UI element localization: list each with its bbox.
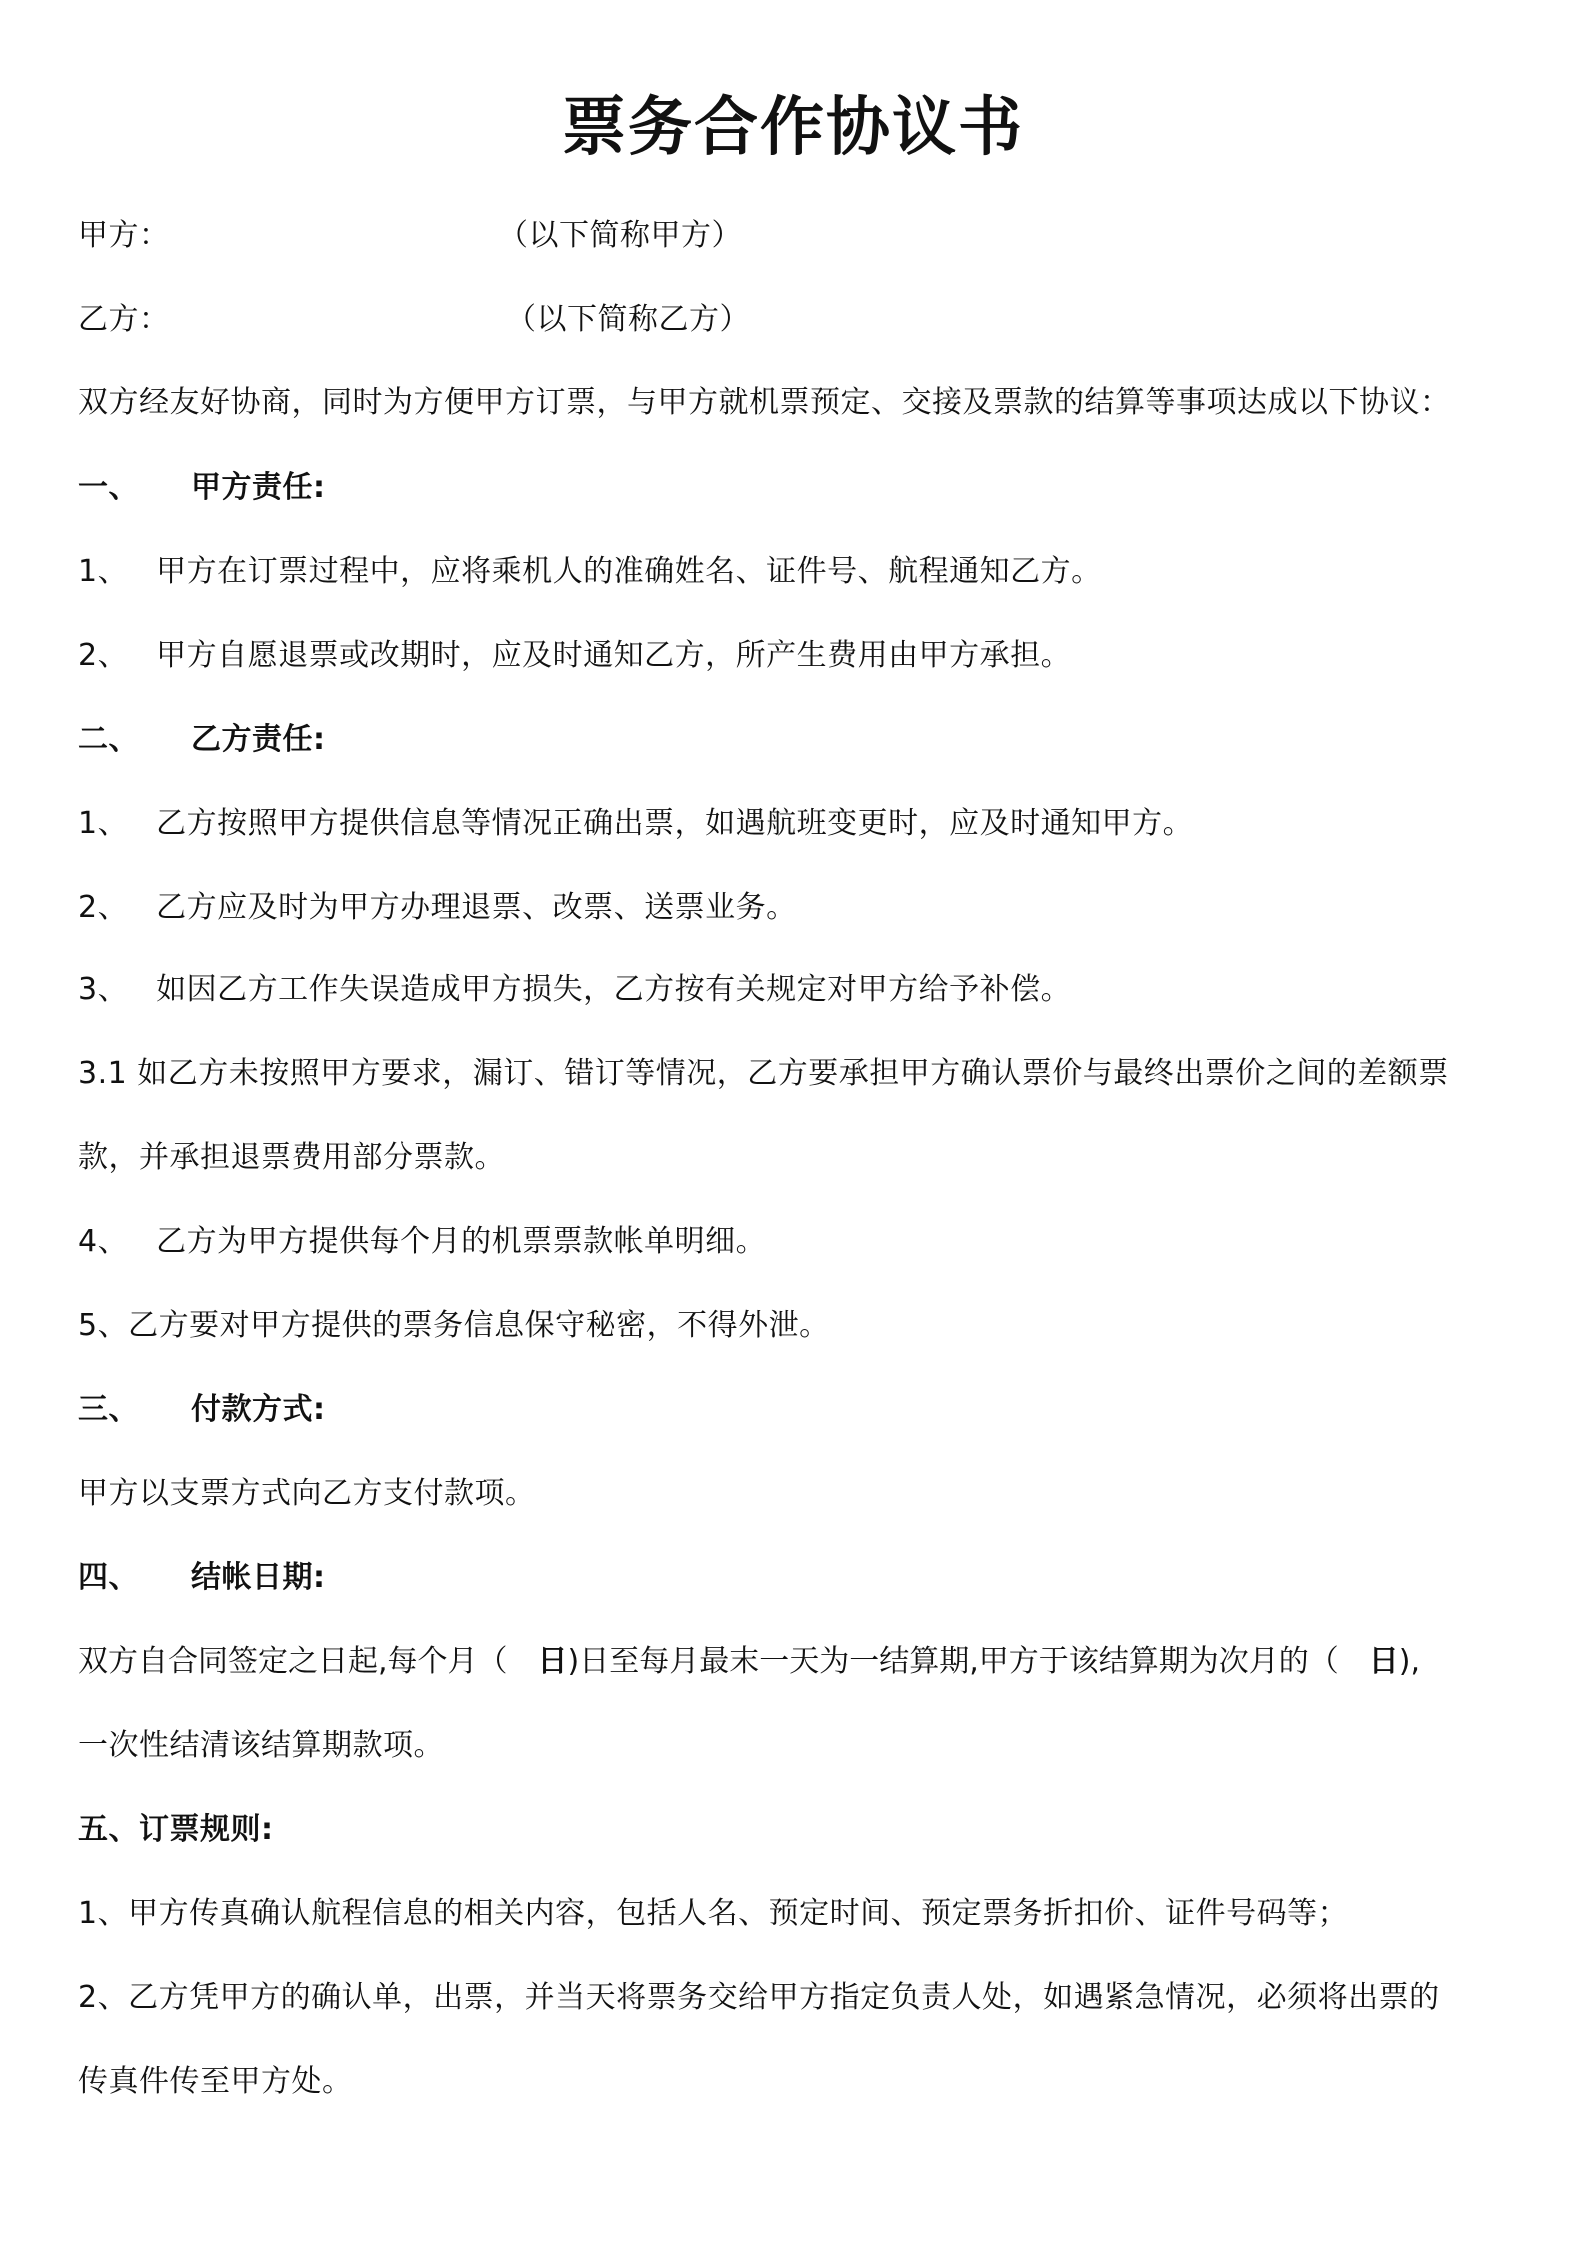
document-title: 票务合作协议书 [562,91,1024,165]
section-1-title: 甲方责任: [191,470,326,505]
item-number: 4、 [78,1224,129,1259]
item-number: 3、 [78,972,129,1007]
item-text: 甲方自愿退票或改期时，应及时通知乙方，所产生费用由甲方承担。 [156,638,1072,673]
section-2-title: 乙方责任: [191,722,326,757]
intro-paragraph: 双方经友好协商，同时为方便甲方订票，与甲方就机票预定、交接及票款的结算等事项达成以下协议： [78,385,1451,420]
party-b-note: （以下简称乙方） [506,302,750,337]
party-a-note: （以下简称甲方） [498,218,742,253]
section-4-line-2: 一次性结清该结算期款项。 [78,1728,444,1763]
section-1-heading [78,468,326,508]
section-2-heading [78,720,326,760]
section-4-number: 四、 [78,1560,139,1595]
section-3-body: 甲方以支票方式向乙方支付款项。 [78,1476,536,1511]
settlement-text-b: )日至每月最末一天为一结算期,甲方于该结算期为次月的（ [567,1644,1339,1679]
item-text: 乙方为甲方提供每个月的机票票款帐单明细。 [156,1224,767,1259]
item-text: 如因乙方工作失误造成甲方损失，乙方按有关规定对甲方给予补偿。 [156,972,1072,1007]
item-number: 2、 [78,638,129,673]
section-4-title: 结帐日期: [191,1560,326,1595]
section-4-line-1 [78,1642,1420,1682]
section-5-item-2-line-2: 传真件传至甲方处。 [78,2064,353,2099]
section-2-item-4 [78,1222,766,1262]
item-text: 乙方按照甲方提供信息等情况正确出票，如遇航班变更时，应及时通知甲方。 [156,806,1194,841]
section-1-item-1 [78,552,1102,592]
section-3-title: 付款方式: [191,1392,326,1427]
section-2-item-1 [78,804,1193,844]
section-2-item-2 [78,888,797,928]
section-5-item-1: 1、甲方传真确认航程信息的相关内容，包括人名、预定时间、预定票务折扣价、证件号码等； [78,1896,1349,1931]
section-2-item-3-1-line-1: 3.1 如乙方未按照甲方要求，漏订、错订等情况，乙方要承担甲方确认票价与最终出票价之间的差额票 [78,1056,1449,1091]
settlement-text-c: ), [1398,1644,1421,1679]
section-4-heading [78,1558,326,1598]
section-5-item-2-line-1: 2、乙方凭甲方的确认单，出票，并当天将票务交给甲方指定负责人处，如遇紧急情况，必须将出票的 [78,1980,1440,2015]
section-2-item-3-1-line-2: 款，并承担退票费用部分票款。 [78,1140,505,1175]
settlement-text-a: 双方自合同签定之日起,每个月（ [78,1644,508,1679]
item-text: 乙方应及时为甲方办理退票、改票、送票业务。 [156,890,797,925]
section-2-number: 二、 [78,722,139,757]
item-number: 2、 [78,890,129,925]
settlement-day-2: 日 [1368,1644,1399,1679]
section-2-item-3 [78,970,1071,1010]
section-1-item-2 [78,636,1071,676]
section-3-heading [78,1390,326,1430]
section-2-item-5: 5、乙方要对甲方提供的票务信息保守秘密，不得外泄。 [78,1308,830,1343]
section-3-number: 三、 [78,1392,139,1427]
party-b-line [78,300,750,340]
section-1-number: 一、 [78,470,139,505]
party-a-label: 甲方： [78,218,170,253]
item-text: 甲方在订票过程中，应将乘机人的准确姓名、证件号、航程通知乙方。 [156,554,1102,589]
section-5-heading: 五、订票规则: [78,1812,274,1847]
item-number: 1、 [78,554,129,589]
settlement-day-1: 日 [537,1644,568,1679]
party-b-label: 乙方： [78,302,170,337]
party-a-line [78,216,742,256]
item-number: 1、 [78,806,129,841]
